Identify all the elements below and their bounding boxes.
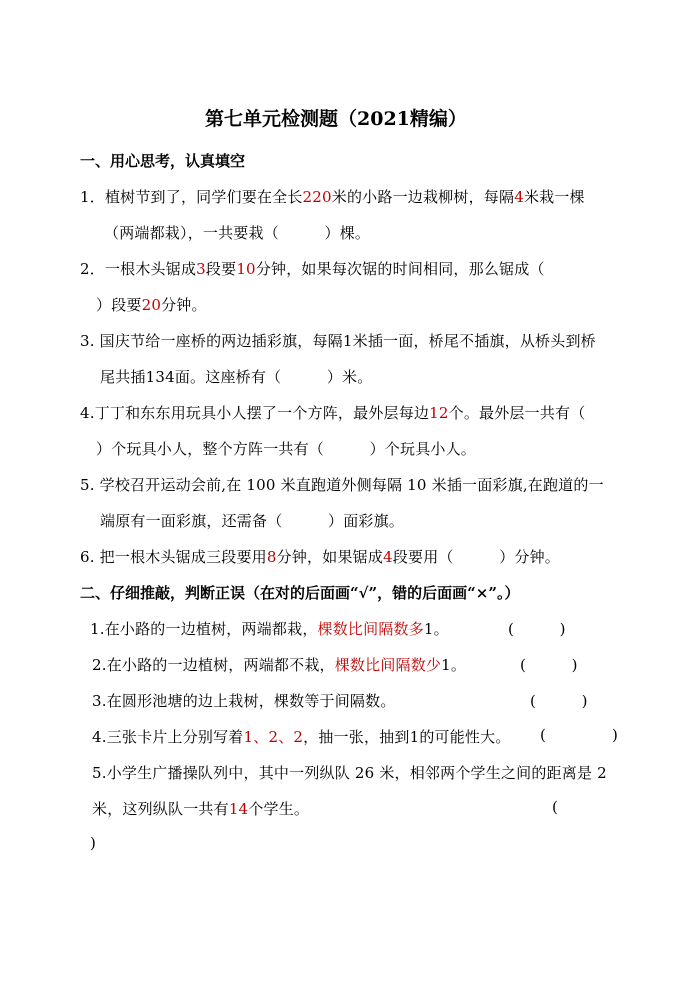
judge1-text-d: 。 [433,620,449,638]
q4-line2: ）个玩具小人，整个方阵一共有（ ）个玩具小人。 [96,440,477,458]
q3-line1 [80,330,596,351]
q1-line1 [80,186,585,207]
judge4-text-e: 的可能性大。 [419,728,511,746]
q2-line2 [96,294,207,315]
q3-flags: 134 [145,368,175,386]
judge4-text-a: 4.三张卡片上分别写着 [92,728,244,746]
judge5-students: 14 [228,800,249,818]
q2-text-e: 分钟，如果每次锯的时间相同，那么锯成（ [255,260,545,278]
judge5-text-c: 个学生。 [248,800,310,818]
q3-text-d: 尾共插 [100,368,146,386]
judge5-paren-open[interactable]: ( [552,798,559,816]
q3-text-c: 米插一面，桥尾不插旗，从桥头到桥 [352,332,596,350]
judge2 [92,654,466,675]
judge4-paren-close[interactable]: ) [612,726,619,744]
q4-text-c: 个。最外层一共有（ [448,404,586,422]
q4-per-side: 12 [429,404,449,422]
judge1-text-a: 1.在小路的一边植树，两端都栽， [90,620,318,638]
q6-segments: 4 [383,548,393,566]
judge1-number: 1 [423,620,434,638]
q3-line2 [100,366,372,387]
judge4-number: 1 [409,728,420,746]
q2-minutes2: 20 [141,296,162,314]
q2-line1 [80,258,545,279]
q1-line2: （两端都栽），一共要栽（ ）棵。 [104,224,371,242]
q2-text-f: ）段要 [96,296,142,314]
judge2-text-a: 2.在小路的一边植树，两端都不栽， [92,656,335,674]
q3-interval: 1 [342,332,353,350]
q3-text-f: 面。这座桥有（ ）米。 [174,368,373,386]
page-title: 第七单元检测题（2021精编） [205,108,467,130]
judge4 [92,726,511,747]
q5-line2: 端原有一面彩旗，还需备（ ）面彩旗。 [100,512,405,530]
judge2-text-b: 棵数比间隔数少 [334,656,442,674]
judge1-answer-paren[interactable]: ( ) [508,620,566,638]
q2-text-g: 分钟。 [161,296,207,314]
judge3: 3.在圆形池塘的边上栽树，棵数等于间隔数。 [92,692,396,710]
judge4-paren-open[interactable]: ( [540,726,547,744]
q1-text-a: 1．植树节到了，同学们要在全长 [80,188,303,206]
q6-text-e: 段要用（ ）分钟。 [392,548,560,566]
q3-text-a: 3. 国庆节给一座桥的两边插彩旗，每隔 [80,332,343,350]
judge4-text-c: ，抽一张，抽到 [303,728,410,746]
judge2-number: 1 [441,656,451,674]
q2-minutes: 10 [236,260,256,278]
judge5-text-a: 米，这列纵队一共有 [92,800,229,818]
q5-line1: 5. 学校召开运动会前,在 100 米直跑道外侧每隔 10 米插一面彩旗,在跑道的一 [80,476,604,494]
q6-line1 [80,546,560,567]
q2-text-a: 2．一根木头锯成 [80,260,197,278]
judge2-text-d: 。 [450,656,467,674]
judge1 [90,618,449,639]
judge5-line2 [92,798,309,819]
q1-text-e: 米栽一棵 [523,188,585,206]
judge5-line1: 5.小学生广播操队列中，其中一列纵队 26 米，相邻两个学生之间的距离是 2 [92,764,607,782]
section2-heading: 二、仔细推敲，判断正误（在对的后面画“√”，错的后面画“×”。） [80,584,520,602]
q6-text-a: 6. 把一根木头锯成三段要用 [80,548,267,566]
judge2-answer-paren[interactable]: ( ) [520,656,578,674]
q4-line1 [80,402,585,423]
q1-length: 220 [302,188,332,206]
judge3-answer-paren[interactable]: ( ) [530,692,588,710]
q4-text-a: 4.丁丁和东东用玩具小人摆了一个方阵，最外层每边 [80,404,430,422]
q1-text-c: 米的小路一边栽柳树，每隔 [331,188,515,206]
judge5-paren-close[interactable]: ) [90,834,97,852]
q6-text-c: 分钟，如果锯成 [276,548,384,566]
q1-interval: 4 [514,188,524,206]
q2-text-c: 段要 [205,260,237,278]
q6-minutes: 8 [266,548,277,566]
judge4-cards: 1、2、2 [243,728,304,746]
q2-segments: 3 [196,260,206,278]
section1-heading: 一、用心思考，认真填空 [80,152,246,170]
judge1-text-b: 棵数比间隔数多 [317,620,424,638]
